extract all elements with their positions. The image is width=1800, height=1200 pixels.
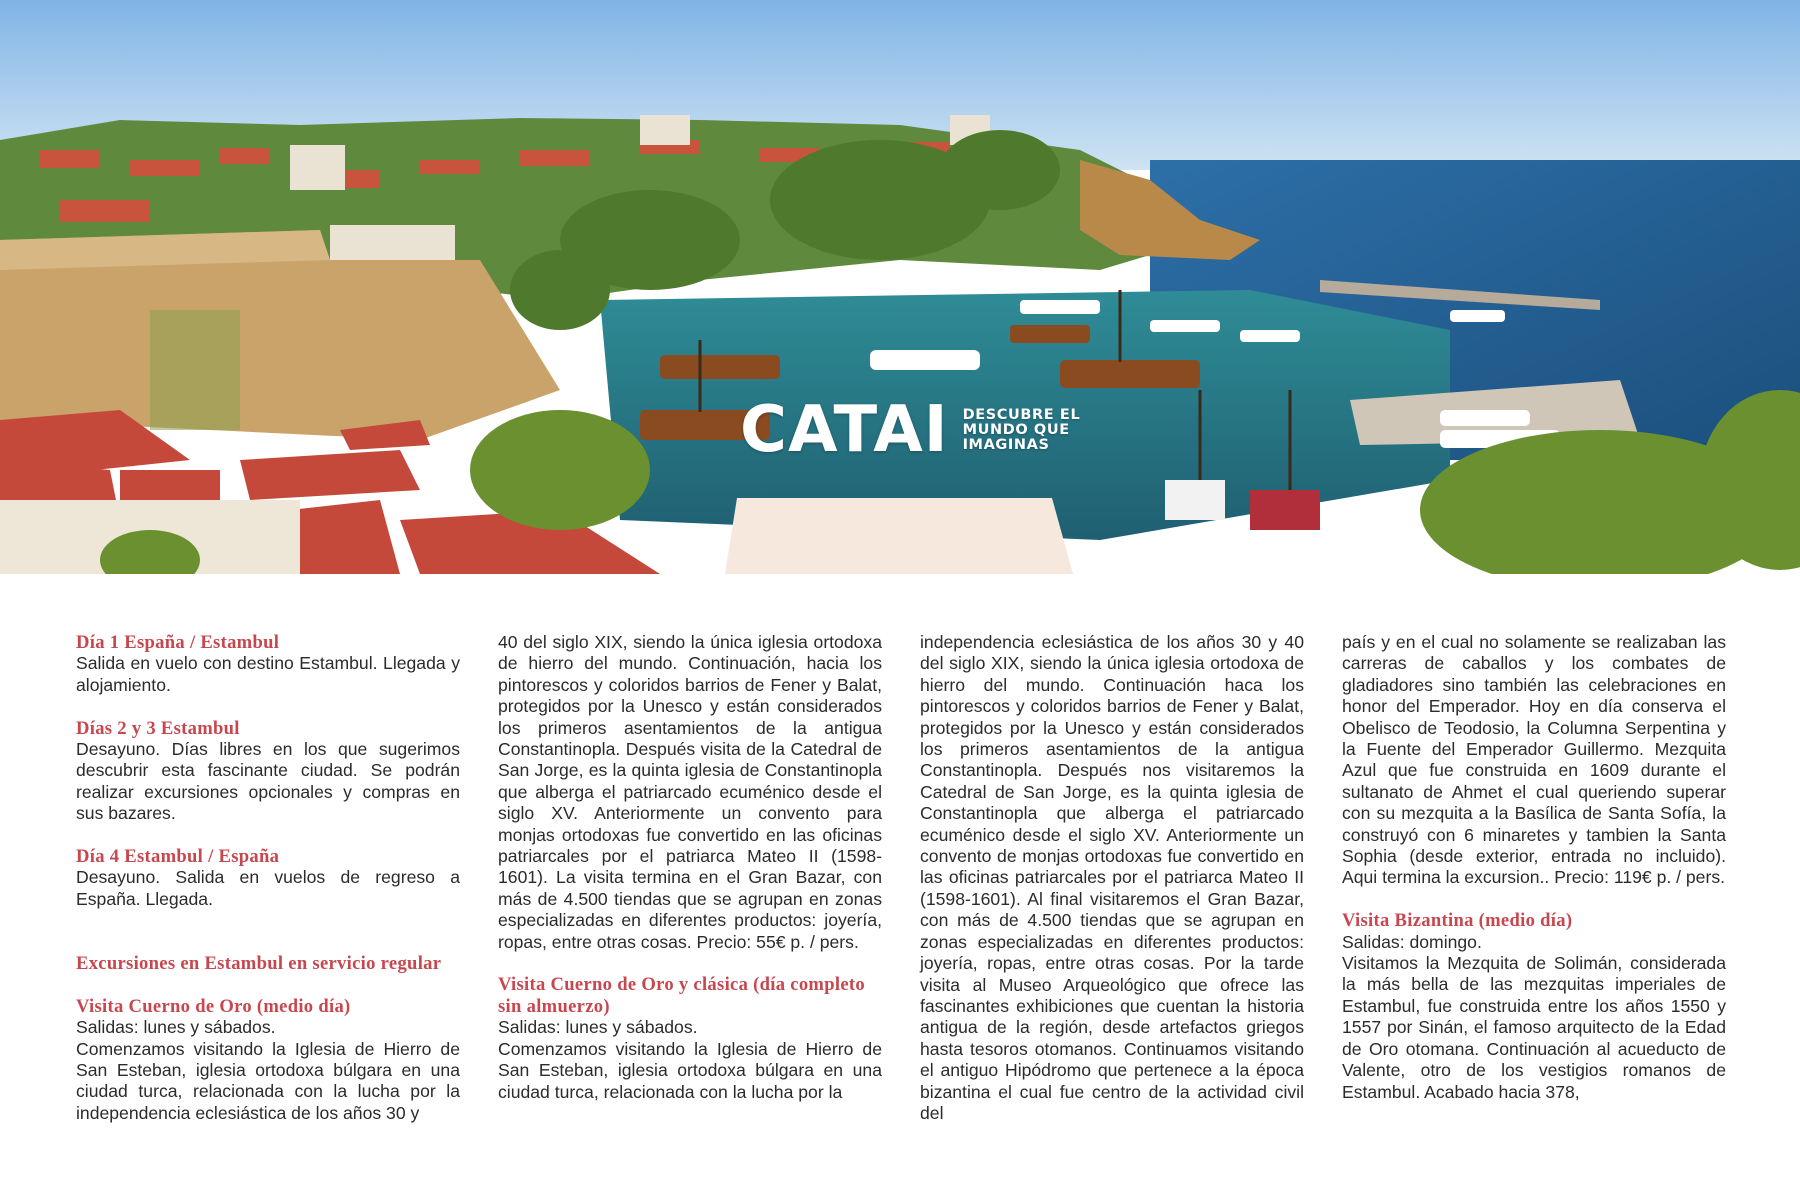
hero-photo [0, 0, 1800, 574]
excursion-text: Comenzamos visitando la Iglesia de Hierro de San Esteban, iglesia ortodoxa búlgara en una ciudad turca, relacionada con la lucha por la independencia eclesiástica de los años 30 y [76, 1038, 460, 1123]
day-1-text: Salida en vuelo con destino Estambul. Llegada y alojamiento. [76, 653, 460, 695]
logo-tagline [963, 408, 1081, 453]
excursion-heading: Visita Cuerno de Oro (medio día) [76, 995, 351, 1017]
tagline-line: MUNDO QUE [962, 421, 1070, 438]
day-4-heading: Día 4 Estambul / España [76, 846, 280, 868]
excursion-departures: Salidas: domingo. [1342, 931, 1482, 952]
days-2-3-heading: Días 2 y 3 Estambul [76, 717, 240, 739]
logo-wordmark: CATAI [740, 393, 949, 467]
excursion-text: independencia eclesiástica de los años 30 y 40 del siglo XIX, siendo la única iglesia ortodoxa de hierro del mundo. Continuación haca los pintorescos y coloridos barrios de Fener y Balat, protegidos por la Unesco y están considerados los primeros asentamientos de la antigua Constantinopla. Después nos visitaremos la Catedral de San Jorge, es la quinta iglesia de Constantinopla que alberga el patriarcado ecuménico desde el siglo XV. Anteriormente un convento de monjas ortodoxas fue convertido en las oficinas patriarcales por el patriarca Mateo II (1598-1601). Al final visitaremos el Gran Bazar, con más de 4.500 tiendas que se agrupan en zonas especializadas en diferentes productos: joyería, ropas, entre otras cosas. Por la tarde visita al Museo Arqueológico que ofrece las fascinantes exhibiciones que cuentan la historia antigua de la región, desde artefactos griegos hasta tesoros otomanos. Continuamos visitando el antiguo Hipódromo que pertenece a la época bizantina el cual fue centro de la actividad civil del [920, 632, 1304, 1123]
excursion-text: Visitamos la Mezquita de Solimán, considerada la más bella de las mezquitas imperiales de Estambul, fue construida entre los años 1550 y 1557 por Sinán, el famoso arquitecto de la Edad de Oro otomana. Continuación al acueducto de Valente, otro de los vestigios romanos de Estambul. Acabado hacia 378, [1342, 953, 1726, 1102]
excursion-text: 40 del siglo XIX, siendo la única iglesia ortodoxa de hierro del mundo. Continuación, hacia los pintorescos y coloridos barrios de Fener y Balat, protegidos por la Unesco y están considerados los primeros asentamientos de la antigua Constantinopla. Después visita de la Catedral de San Jorge, es la quinta iglesia de Constantinopla que alberga el patriarcado ecuménico desde el siglo XV. Anteriormente un convento para monjas ortodoxas fue convertido en las oficinas patriarcales por el patriarca Mateo II (1598-1601). La visita termina en el Gran Bazar, con más de 4.500 tiendas que se agrupan en zonas especializadas en diferentes productos: joyería, ropas, entre otras cosas. Precio: 55€ p. / pers. [498, 632, 882, 952]
tagline-line: IMAGINAS [962, 436, 1050, 453]
column-3 [920, 632, 1304, 1124]
column-2 [498, 632, 882, 1103]
excursion-heading: Visita Bizantina (medio día) [1342, 910, 1573, 932]
excursions-section-title: Excursiones en Estambul en servicio regular [76, 953, 442, 975]
excursion-departures: Salidas: lunes y sábados. [498, 1017, 698, 1038]
excursion-departures: Salidas: lunes y sábados. [76, 1017, 276, 1038]
harbor-landscape-image [0, 0, 1800, 574]
itinerary-columns [76, 632, 1726, 1132]
column-1 [76, 632, 460, 1124]
day-4-text: Desayuno. Salida en vuelos de regreso a España. Llegada. [76, 867, 460, 909]
excursion-text: Comenzamos visitando la Iglesia de Hierro de San Esteban, iglesia ortodoxa búlgara en una ciudad turca, relacionada con la lucha por la [498, 1038, 882, 1102]
excursion-text: país y en el cual no solamente se realizaban las carreras de caballos y los combates de gladiadores sino también las celebraciones en honor del Emperador. Hoy en día conserva el Obelisco de Teodosio, la Columna Serpentina y la Fuente del Emperador Guillermo. Mezquita Azul que fue construida en 1609 durante el sultanato de Ahmet el cual queriendo superar con su mezquita a la Basílica de Santa Sofía, la construyó con 6 minaretes y tambien la Santa Sophia (desde exterior, entrada no incluido). Aqui termina la excursion.. Precio: 119€ p. / pers. [1342, 632, 1726, 888]
excursion-heading: Visita Cuerno de Oro y clásica (día completo sin almuerzo) [498, 974, 865, 1017]
day-1-heading: Día 1 España / Estambul [76, 632, 280, 653]
catai-logo [740, 393, 1081, 467]
tagline-line: DESCUBRE EL [962, 406, 1081, 423]
days-2-3-text: Desayuno. Días libres en los que sugerimos descubrir esta fascinante ciudad. Se podrán realizar excursiones opcionales y compras en sus bazares. [76, 739, 460, 824]
column-4 [1342, 632, 1726, 1103]
